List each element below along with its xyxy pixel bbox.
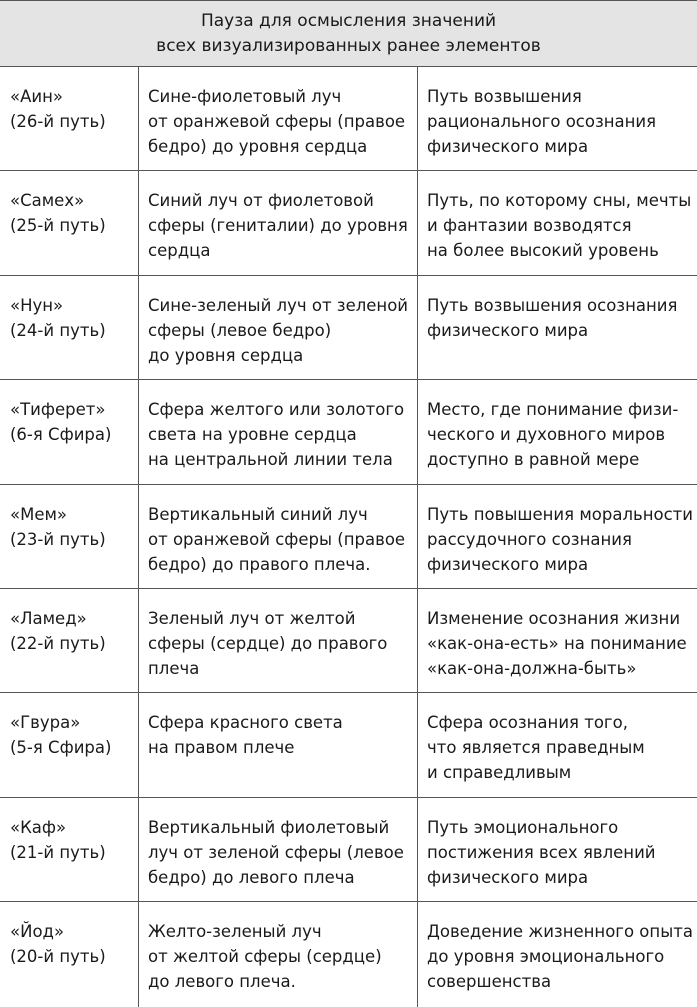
table-row xyxy=(0,276,697,380)
visualization-cell xyxy=(139,171,418,274)
visualization-cell xyxy=(139,693,418,796)
visualization-cell xyxy=(139,798,418,901)
visualization-line: луч от зеленой сферы (левое xyxy=(148,842,404,862)
visualization-cell xyxy=(139,589,418,692)
path-name-line: «Ламед» xyxy=(10,608,87,628)
path-name-cell xyxy=(0,693,139,796)
visualization-line: от оранжевой сферы (правое xyxy=(148,529,406,549)
meaning-cell xyxy=(418,67,697,170)
meaning-cell xyxy=(418,798,697,901)
meaning-line: что является праведным xyxy=(427,738,645,758)
table-row xyxy=(0,589,697,693)
meaning-line: постижения всех явлений xyxy=(427,842,656,862)
meaning-cell xyxy=(418,589,697,692)
meaning-line: на более высокий уровень xyxy=(427,241,659,261)
meaning-cell xyxy=(418,693,697,796)
visualization-line: сферы (сердце) до правого xyxy=(148,633,388,653)
meaning-line: Путь возвышения xyxy=(427,87,582,106)
visualization-line: света на уровне сердца xyxy=(148,425,357,445)
visualization-cell xyxy=(139,276,418,379)
visualization-line: Зеленый луч от желтой xyxy=(148,608,356,628)
visualization-line: бедро) до уровня сердца xyxy=(148,137,368,156)
table-row xyxy=(0,380,697,484)
path-name-cell xyxy=(0,380,139,483)
meaning-line: рассудочного сознания xyxy=(427,529,632,549)
meaning-cell xyxy=(418,276,697,379)
meaning-line: физического мира xyxy=(427,320,589,340)
visualization-line: Сфера желтого или золотого xyxy=(148,400,405,420)
visualization-line: на центральной линии тела xyxy=(148,450,393,470)
path-name-line: (6-я Сфира) xyxy=(10,425,112,445)
path-name-line: (23-й путь) xyxy=(10,529,106,549)
path-name-line: «Йод» xyxy=(10,922,65,942)
meaning-line: до уровня эмоционального xyxy=(427,947,665,967)
visualization-cell xyxy=(139,902,418,1006)
path-name-line: «Каф» xyxy=(10,817,67,837)
table-row xyxy=(0,798,697,902)
table-row xyxy=(0,485,697,589)
meaning-line: «как-она-есть» на понимание xyxy=(427,633,687,653)
visualization-line: бедро) до левого плеча xyxy=(148,867,355,887)
path-name-cell xyxy=(0,798,139,901)
table-row xyxy=(0,67,697,171)
path-name-cell xyxy=(0,902,139,1006)
path-name-cell xyxy=(0,276,139,379)
path-name-line: (24-й путь) xyxy=(10,320,106,340)
path-name-line: (26-й путь) xyxy=(10,112,106,131)
table-body xyxy=(0,67,697,1007)
meaning-line: Сфера осознания того, xyxy=(427,713,628,733)
visualization-line: на правом плече xyxy=(148,738,295,758)
meaning-line: физического мира xyxy=(427,137,589,156)
meaning-line: физического мира xyxy=(427,867,589,887)
table-row xyxy=(0,693,697,797)
meaning-line: и фантазии возводятся xyxy=(427,216,632,236)
meaning-line: Доведение жизненного опыта xyxy=(427,922,693,942)
table-header xyxy=(0,1,697,67)
meaning-cell xyxy=(418,171,697,274)
path-name-line: (22-й путь) xyxy=(10,633,106,653)
visualization-line: Сине-зеленый луч от зеленой xyxy=(148,295,409,315)
meaning-cell xyxy=(418,485,697,588)
visualization-line: сферы (левое бедро) xyxy=(148,320,332,340)
meaning-cell xyxy=(418,902,697,1006)
path-name-line: «Аин» xyxy=(10,87,63,106)
meaning-line: Путь, по которому сны, мечты xyxy=(427,191,692,211)
visualization-line: сферы (гениталии) до уровня xyxy=(148,216,408,236)
path-name-line: (20-й путь) xyxy=(10,947,106,967)
path-name-cell xyxy=(0,589,139,692)
path-name-line: (25-й путь) xyxy=(10,216,106,236)
visualization-line: бедро) до правого плеча. xyxy=(148,554,371,574)
meaning-line: Путь возвышения осознания xyxy=(427,295,678,315)
visualization-line: Вертикальный синий луч xyxy=(148,504,368,524)
table-row xyxy=(0,902,697,1006)
visualization-cell xyxy=(139,380,418,483)
meaning-line: физического мира xyxy=(427,554,589,574)
path-name-line: «Мем» xyxy=(10,504,68,524)
meaning-line: Изменение осознания жизни xyxy=(427,608,681,628)
visualization-line: Желто-зеленый луч xyxy=(148,922,322,942)
path-name-line: «Тиферет» xyxy=(10,400,106,420)
meaning-line: «как-она-должна-быть» xyxy=(427,658,637,678)
path-name-cell xyxy=(0,171,139,274)
visualization-line: до левого плеча. xyxy=(148,972,296,992)
meaning-line: ческого и духовного миров xyxy=(427,425,666,445)
visualization-line: Сине-фиолетовый луч xyxy=(148,87,342,106)
header-title-line-2: всех визуализированных ранее элементов xyxy=(156,35,541,56)
visualization-line: до уровня сердца xyxy=(148,345,304,365)
table-row xyxy=(0,171,697,275)
visualization-cell xyxy=(139,67,418,170)
path-name-line: «Нун» xyxy=(10,295,64,315)
visualization-line: плеча xyxy=(148,658,200,678)
visualization-line: Вертикальный фиолетовый xyxy=(148,817,390,837)
visualization-line: Синий луч от фиолетовой xyxy=(148,191,374,211)
meaning-line: Место, где понимание физи- xyxy=(427,400,679,420)
meaning-line: доступно в равной мере xyxy=(427,450,640,470)
visualization-line: от оранжевой сферы (правое xyxy=(148,112,406,131)
visualization-line: от желтой сферы (сердце) xyxy=(148,947,382,967)
path-name-line: (5-я Сфира) xyxy=(10,738,112,758)
meaning-cell xyxy=(418,380,697,483)
visualization-line: Сфера красного света xyxy=(148,713,343,733)
path-name-line: «Гвура» xyxy=(10,713,81,733)
visualization-line: сердца xyxy=(148,241,211,261)
meaning-line: совершенства xyxy=(427,972,552,992)
visualization-cell xyxy=(139,485,418,588)
meaning-line: и справедливым xyxy=(427,763,572,783)
path-name-cell xyxy=(0,485,139,588)
path-name-line: «Самех» xyxy=(10,191,85,211)
path-name-line: (21-й путь) xyxy=(10,842,106,862)
header-title-line-1: Пауза для осмысления значений xyxy=(200,10,497,31)
meaning-line: рационального осознания xyxy=(427,112,657,131)
meaning-line: Путь эмоционального xyxy=(427,817,619,837)
path-name-cell xyxy=(0,67,139,170)
meaning-line: Путь повышения моральности xyxy=(427,504,694,524)
